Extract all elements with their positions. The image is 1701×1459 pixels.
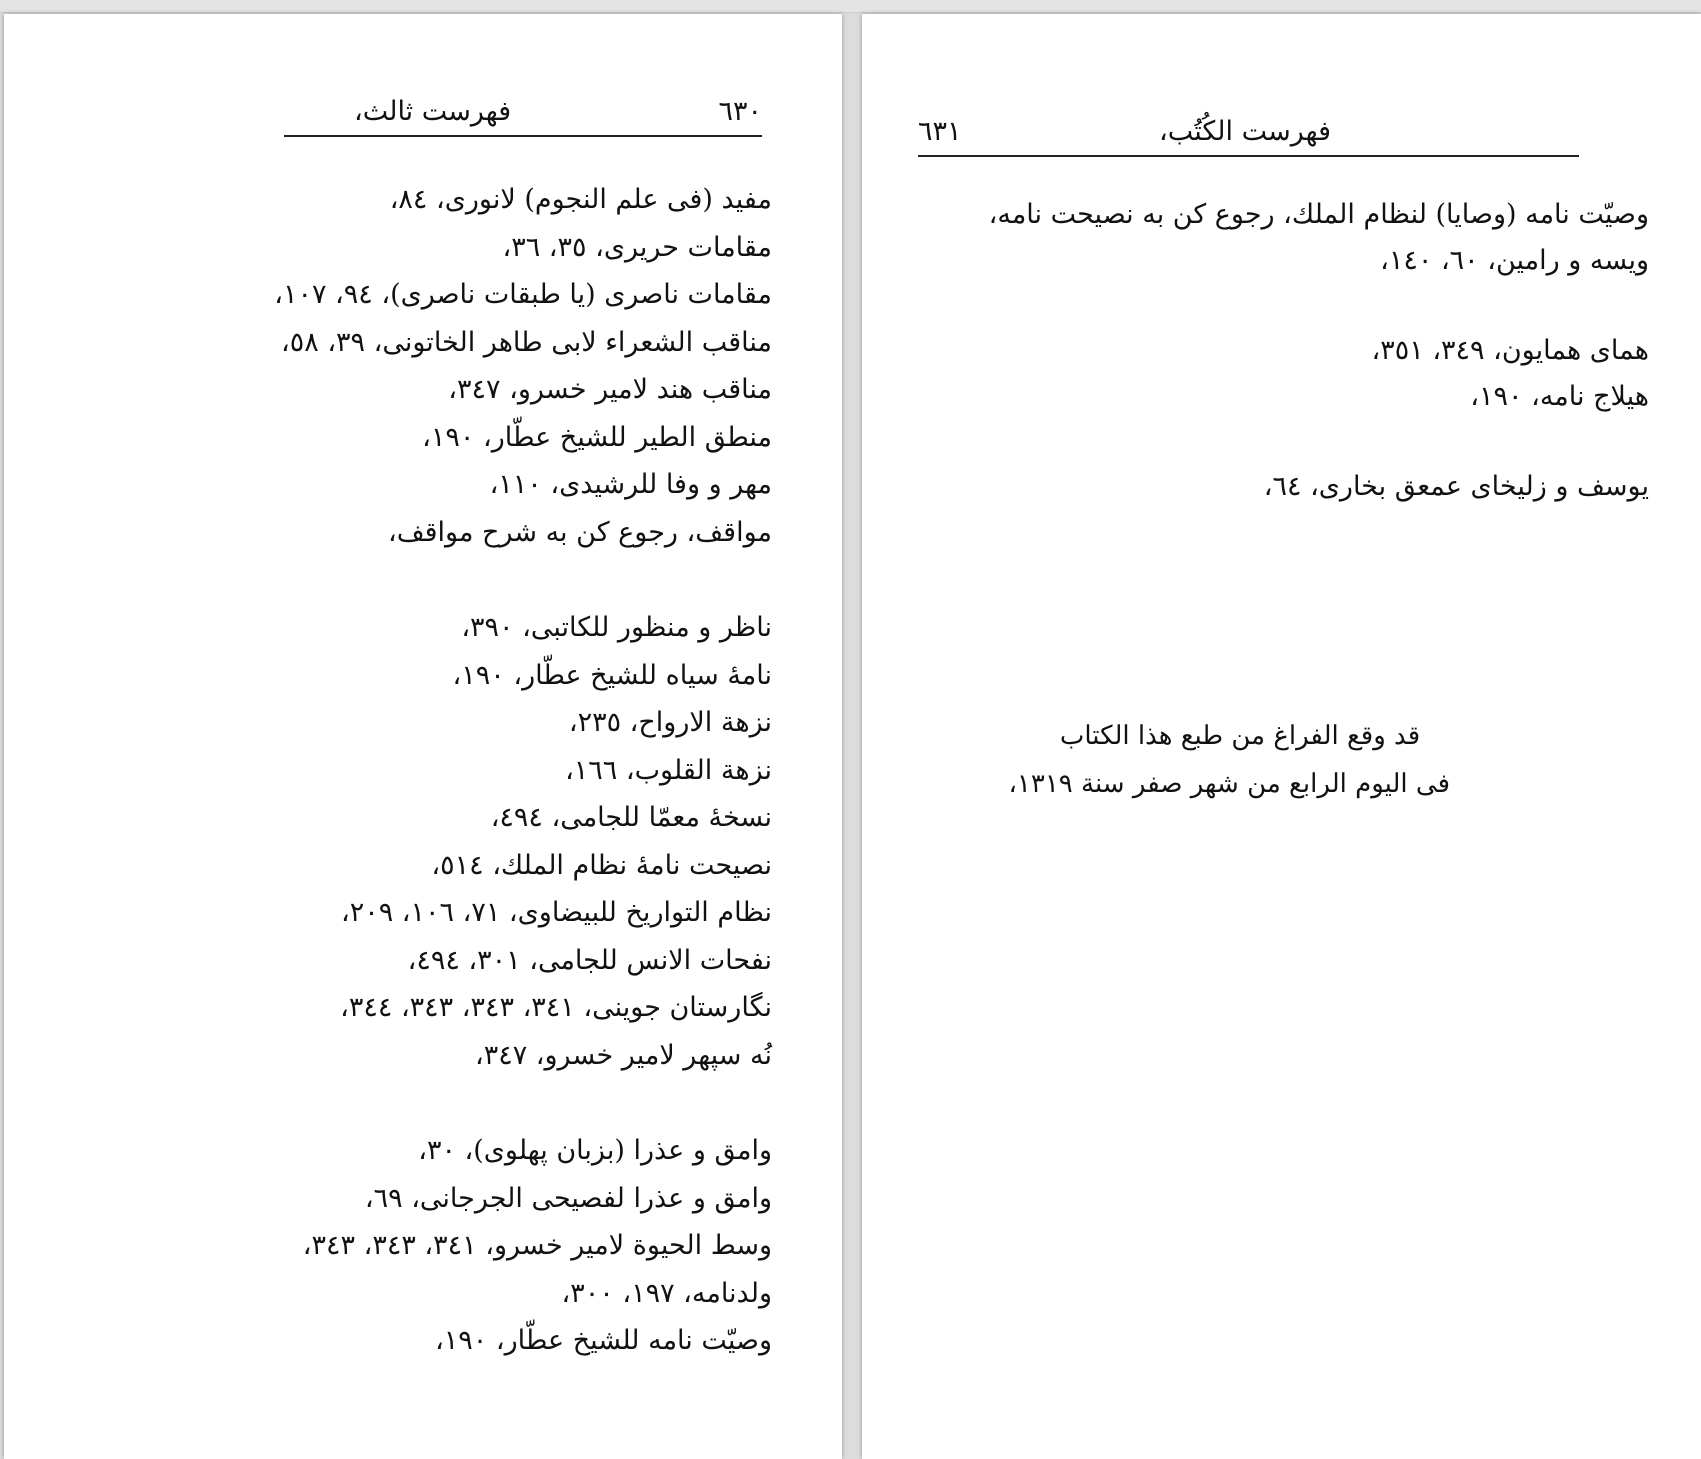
left-page-header <box>284 96 762 137</box>
index-entry: هیلاج نامه، ١٩٠، <box>1470 381 1649 412</box>
index-entry: مناقب هند لامیر خسرو، ٣٤٧، <box>448 374 772 405</box>
index-entry: وصیّت نامه (وصایا) لنظام الملك، رجوع کن به نصیحت نامه، <box>988 199 1649 230</box>
group-separator <box>929 284 1649 328</box>
index-entry: نگارستان جوینی، ٣٤١، ٣٤٣، ٣٤٣، ٣٤٤، <box>340 992 772 1023</box>
index-entry: نصیحت نامهٔ نظام الملك، ٥١٤، <box>431 849 772 881</box>
index-entry: نفحات الانس للجامی، ٣٠١، ٤٩٤، <box>407 944 772 976</box>
index-entry: مناقب الشعراء لابی طاهر الخاتونی، ٣٩، ٥٨، <box>281 326 772 358</box>
colophon-line: قد وقع الفراغ من طبع هذا الکتاب <box>1059 721 1421 751</box>
index-entry: نُه سپهر لامیر خسرو، ٣٤٧، <box>474 1039 772 1071</box>
colophon-line: فی الیوم الرابع من شهر صفر سنة ١٣١٩، <box>1008 769 1450 799</box>
index-entry: نظام التواریخ للبیضاوی، ٧١، ١٠٦، ٢٠٩، <box>340 897 772 928</box>
left-page <box>4 14 842 1459</box>
index-entry: مواقف، رجوع کن به شرح مواقف، <box>387 516 772 548</box>
left-page-number: ٦٣٠ <box>718 96 762 127</box>
index-entry: نامهٔ سیاه للشیخ عطّار، ١٩٠، <box>452 659 772 691</box>
colophon <box>1008 712 1450 808</box>
index-entry: یوسف و زلیخای عمعق بخاری، ٦٤، <box>1263 471 1649 502</box>
group-separator <box>929 420 1649 464</box>
index-entry: نزهة القلوب، ١٦٦، <box>565 754 772 786</box>
right-page-header <box>918 116 1579 157</box>
index-entry: منطق الطیر للشیخ عطّار، ١٩٠، <box>422 421 772 453</box>
index-entry: نزهة الارواح، ٢٣٥، <box>568 707 772 738</box>
index-entry: مقامات ناصری (یا طبقات ناصری)، ٩٤، ١٠٧، <box>274 279 772 310</box>
index-entry: نسخهٔ معمّا للجامی، ٤٩٤، <box>490 802 772 833</box>
index-entry: وامق و عذرا لفصیحی الجرجانی، ٦٩، <box>364 1182 772 1214</box>
right-index-list <box>929 192 1649 510</box>
group-separator <box>212 1079 772 1127</box>
right-page-number: ٦٣١ <box>918 116 962 147</box>
group-separator <box>212 556 772 604</box>
index-entry: وسط الحیوة لامیر خسرو، ٣٤١، ٣٤٣، ٣٤٣، <box>302 1230 772 1261</box>
left-running-title: فهرست ثالث، <box>354 96 512 127</box>
index-entry: مقامات حریری، ٣٥، ٣٦، <box>502 231 772 263</box>
index-entry: ولدنامه، ١٩٧، ٣٠٠، <box>561 1277 772 1309</box>
right-page <box>862 14 1701 1459</box>
index-entry: وامق و عذرا (بزبان پهلوی)، ٣٠، <box>418 1135 772 1166</box>
index-entry: ناظر و منظور للکاتبی، ٣٩٠، <box>461 612 772 643</box>
index-entry: مهر و وفا للرشیدی، ١١٠، <box>489 469 772 500</box>
right-running-title: فهرست الکُتُب، <box>1159 116 1331 147</box>
index-entry: مفید (فی علم النجوم) لانوری، ٨٤، <box>389 184 772 215</box>
index-entry: وصیّت نامه للشیخ عطّار، ١٩٠، <box>435 1325 772 1356</box>
viewer-top-strip <box>0 0 1701 13</box>
index-entry: ویسه و رامین، ٦٠، ١٤٠، <box>1380 245 1649 276</box>
left-index-list <box>212 176 772 1365</box>
index-entry: همای همایون، ٣٤٩، ٣٥١، <box>1371 335 1649 366</box>
